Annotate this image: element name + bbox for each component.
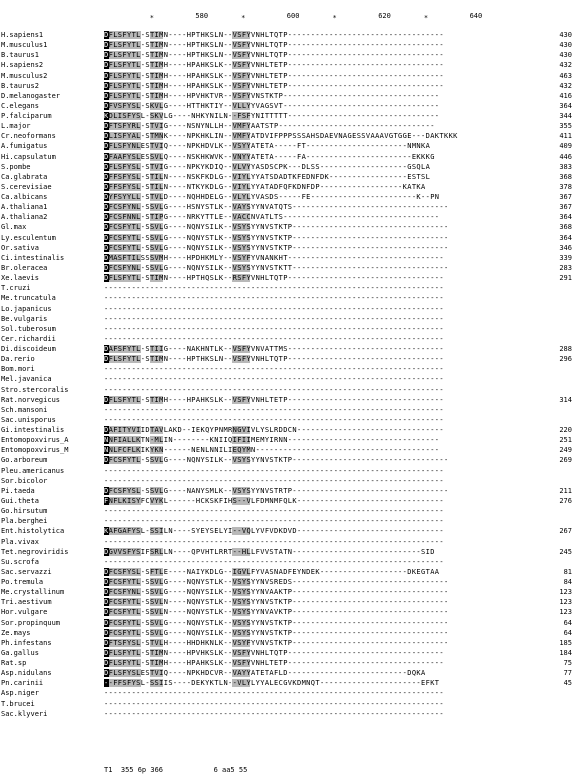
alignment-row — [0, 597, 576, 607]
species-name: Me.truncatula — [1, 294, 56, 303]
alignment-row — [0, 101, 576, 111]
species-name: Be.vulgaris — [1, 314, 48, 323]
residue-position: 291 — [559, 274, 572, 283]
alignment-row — [0, 445, 576, 455]
residue-position: 416 — [559, 91, 572, 100]
residue-sequence: DFCSFYTL-SSVLG----NQNYSILK--VSYSYYNVSTKTP---------------------------------- — [104, 243, 449, 252]
residue-position: 75 — [563, 659, 572, 668]
alignment-row — [0, 476, 576, 486]
alignment-footer: T1 355 6p 366 6 aa5 55 — [104, 766, 248, 774]
residue-sequence: DFFSFYSL-STILN----NSKFKDLG--VIYLYYATSDADTKFEDNFDK-----------------ESTSL — [104, 172, 431, 181]
residue-sequence: -------------------------------------------------------------------------- — [104, 375, 444, 384]
species-name: Ly.esculentum — [1, 233, 56, 242]
species-name: A.fumigatus — [1, 142, 48, 151]
alignment-row — [0, 699, 576, 709]
residue-sequence: -------------------------------------------------------------------------- — [104, 537, 444, 546]
species-name: Lo.japanicus — [1, 304, 52, 313]
residue-position: 314 — [559, 395, 572, 404]
alignment-row — [0, 334, 576, 344]
residue-sequence: KAFGAFYSL-SSILN----SYEYSELYI--VQLYVFVDKDVD-------------------------------- — [104, 527, 444, 536]
alignment-row — [0, 304, 576, 314]
species-name: Cr.neoformans — [1, 132, 56, 141]
alignment-row — [0, 587, 576, 597]
species-name: Ph.infestans — [1, 638, 52, 647]
residue-sequence: DFCSFYSL-SFTLE----NAIYKDLG--IGVLFYVASNADFEYNDEK-------------------DKEGTAA — [104, 567, 440, 576]
residue-position: 276 — [559, 496, 572, 505]
alignment-row — [0, 324, 576, 334]
residue-sequence: DFLSFYTL-STIMH----HPAHKSLK--VSFYVNHLTETP---------------------------------- — [104, 395, 444, 404]
species-name: Pi.taeda — [1, 486, 35, 495]
residue-sequence: DFCSFYNL-SSVLG----NQNYSILK--VSYSYYNVSTKTT---------------------------------- — [104, 263, 449, 272]
alignment-row — [0, 526, 576, 536]
alignment-row — [0, 466, 576, 476]
alignment-row — [0, 111, 576, 121]
residue-position: 77 — [563, 669, 572, 678]
residue-sequence: DFLSFYTL-STIMH----HPAHKSLK--VSFYVNHLTETP---------------------------------- — [104, 61, 444, 70]
species-name: Di.discoideum — [1, 345, 56, 354]
species-name: Tet.negroviridis — [1, 547, 69, 556]
residue-sequence: --FFSFYSL-SSIIS----DEKYKTLN--VLYLYYALECGVKDMNQT----------------------EFKT — [104, 679, 440, 688]
ruler-mark: * — [149, 14, 154, 22]
alignment-row — [0, 364, 576, 374]
alignment-row — [0, 415, 576, 425]
residue-sequence: -------------------------------------------------------------------------- — [104, 709, 444, 718]
residue-sequence: -------------------------------------------------------------------------- — [104, 405, 444, 414]
alignment-row — [0, 618, 576, 628]
species-name: Sor.propinquum — [1, 618, 61, 627]
residue-sequence: DFCSFYTL-SSVLN----NQNYSTLK--VSYSYYNVAVKTP---------------------------------- — [104, 608, 449, 617]
residue-sequence: DFLSFYTL-STIMH----HPAHKSLK--VSFYVNHLTETP---------------------------------- — [104, 71, 444, 80]
alignment-row — [0, 152, 576, 162]
residue-sequence: -------------------------------------------------------------------------- — [104, 517, 444, 526]
residue-position: 211 — [559, 486, 572, 495]
alignment-row — [0, 658, 576, 668]
alignment-row — [0, 557, 576, 567]
residue-position: 409 — [559, 142, 572, 151]
alignment-row — [0, 121, 576, 131]
alignment-row — [0, 435, 576, 445]
residue-position: 378 — [559, 182, 572, 191]
residue-sequence: DFLSFYSLESTVIQ----NPKHDCVR--VAYYATETAFLD--------------------------DQKA — [104, 669, 426, 678]
residue-sequence: DFLSFYTL-STIMN----HPTHKSLN--VSFYVNHLTQTP---------------------------------- — [104, 355, 444, 364]
residue-position: 267 — [559, 527, 572, 536]
residue-position: 296 — [559, 355, 572, 364]
ruler-mark: 640 — [469, 12, 483, 20]
alignment-row — [0, 283, 576, 293]
residue-position: 364 — [559, 101, 572, 110]
species-name: B.taurus1 — [1, 51, 39, 60]
residue-sequence: -------------------------------------------------------------------------- — [104, 699, 444, 708]
alignment-row — [0, 678, 576, 688]
species-name: M.musculus2 — [1, 71, 48, 80]
alignment-row — [0, 668, 576, 678]
alignment-row — [0, 202, 576, 212]
alignment-row — [0, 577, 576, 587]
residue-sequence: -------------------------------------------------------------------------- — [104, 324, 444, 333]
species-name: D.melanogaster — [1, 91, 61, 100]
alignment-row — [0, 253, 576, 263]
residue-sequence: DFCSFYNL-SSVLG----NQNYSILK--VSYSYYNVAAKTP---------------------------------- — [104, 588, 449, 597]
residue-position: 364 — [559, 213, 572, 222]
species-name: Bom.mori — [1, 365, 35, 374]
species-name: Da.rerio — [1, 355, 35, 364]
alignment-row — [0, 344, 576, 354]
species-name: P.falciparum — [1, 112, 52, 121]
residue-position: 432 — [559, 61, 572, 70]
alignment-row — [0, 405, 576, 415]
residue-position: 411 — [559, 132, 572, 141]
residue-sequence: DFVSFYSL-SKVLG----HTTHKTIY--VLLYYVAGSVT---------------------------------- — [104, 101, 440, 110]
ruler-mark: * — [423, 14, 429, 22]
residue-position: 245 — [559, 547, 572, 556]
species-name: Sol.tuberosum — [1, 324, 56, 333]
residue-sequence: DFLSFYNLESTVIQ----NPKHDVLK--VSYYATETA-----FT----------------------NMNKA — [104, 142, 431, 151]
residue-position: 249 — [559, 446, 572, 455]
alignment-row — [0, 233, 576, 243]
species-name: Hor.vulgare — [1, 608, 48, 617]
alignment-row — [0, 263, 576, 273]
residue-sequence: -------------------------------------------------------------------------- — [104, 466, 444, 475]
species-name: H.sapiens2 — [1, 61, 44, 70]
species-name: H.sapiens1 — [1, 31, 44, 39]
residue-sequence: DFCSFYSL-SSVLG----NANYSMLK--VSYSYYNVSTRTP---------------------------------- — [104, 486, 449, 495]
position-ruler — [0, 0, 576, 30]
residue-sequence: -------------------------------------------------------------------------- — [104, 294, 444, 303]
residue-position: 344 — [559, 112, 572, 121]
residue-sequence: DFLSFYTL-STIMH----HPAHKSLK--VSFYVNHLTETP---------------------------------- — [104, 659, 444, 668]
alignment-row — [0, 162, 576, 172]
alignment-row — [0, 182, 576, 192]
alignment-row — [0, 607, 576, 617]
alignment-row — [0, 537, 576, 547]
species-name: B.taurus2 — [1, 81, 39, 90]
residue-sequence: FNFLKISYFCVYKL------HCKSKFIHS--VLFDMNMFQLK-------------------------------- — [104, 496, 444, 505]
residue-sequence: DFLSFYTL-STIMN----HPTHKSLN--VSFYVNHLTQTP---------------------------------- — [104, 41, 444, 50]
species-name: A.thaliana1 — [1, 203, 48, 212]
residue-sequence: -------------------------------------------------------------------------- — [104, 415, 444, 424]
species-name: Sor.bicolor — [1, 476, 48, 485]
alignment-row — [0, 30, 576, 40]
species-name: C.elegans — [1, 101, 39, 110]
species-name: Ga.gallus — [1, 648, 39, 657]
alignment-row — [0, 425, 576, 435]
species-name: Stro.stercoralis — [1, 385, 69, 394]
species-name: Me.crystallinum — [1, 588, 65, 597]
residue-position: 45 — [563, 679, 572, 688]
residue-position: 368 — [559, 172, 572, 181]
species-name: Sac.servazzi — [1, 567, 52, 576]
residue-sequence: -------------------------------------------------------------------------- — [104, 304, 444, 313]
alignment-row — [0, 709, 576, 719]
alignment-row — [0, 60, 576, 70]
species-name: Pn.carinii — [1, 679, 44, 688]
residue-sequence: DFLSFYTL-STIMN----HPTHQSLK--RSFYVNHLTQTP---------------------------------- — [104, 274, 444, 283]
species-name: Gl.max — [1, 223, 27, 232]
residue-position: 367 — [559, 203, 572, 212]
ruler-mark: 580 — [195, 12, 209, 20]
residue-position: 185 — [559, 638, 572, 647]
residue-sequence: KDLISFYSL-SKVLG----NHKYNILN--FSFYNITTTTT--------------------------------- — [104, 112, 440, 121]
species-name: Sch.mansoni — [1, 405, 48, 414]
residue-position: 355 — [559, 122, 572, 131]
residue-sequence: DFCSFYTL-SSVLG----NQNYSTLK--VSYSYYNVSREDS---------------------------------- — [104, 578, 449, 587]
species-name: Pla.vivax — [1, 537, 39, 546]
residue-sequence: -------------------------------------------------------------------------- — [104, 557, 444, 566]
residue-position: 269 — [559, 456, 572, 465]
species-name: Go.hirsutum — [1, 507, 48, 516]
residue-position: 430 — [559, 41, 572, 50]
residue-sequence: DFCSFYTL-SSVLN----NQNYSTLK--VSYSYYNVSTKTP---------------------------------- — [104, 598, 449, 607]
residue-position: 283 — [559, 263, 572, 272]
residue-sequence: DFTSFYRL-STVIG----NSNYNLLH--VMFYAATSTP---------------------------------- — [104, 122, 435, 131]
residue-position: 346 — [559, 243, 572, 252]
species-name: Ca.albicans — [1, 193, 48, 202]
species-name: Ze.mays — [1, 628, 31, 637]
alignment-row — [0, 638, 576, 648]
residue-sequence: -------------------------------------------------------------------------- — [104, 365, 444, 374]
residue-sequence: DYFSYYLL-STVLD----NQHHDELG--VLYLYVASDS-----FE-----------------------K--PN — [104, 193, 440, 202]
residue-sequence: DFCSFYTL-SSVLG----NQNYSTLK--VSYSYYNVSTKTP---------------------------------- — [104, 618, 449, 627]
species-name: Pla.berghei — [1, 517, 48, 526]
species-name: Gui.theta — [1, 496, 39, 505]
species-name: Hi.capsulatum — [1, 152, 56, 161]
residue-position: 430 — [559, 31, 572, 39]
residue-sequence: DFAAFYSLESSVLQ----NSKHKWVK--VNYYATETA-----FA-----------------------EKKKG — [104, 152, 435, 161]
residue-position: 123 — [559, 588, 572, 597]
residue-sequence: DFFSFYSL-STILN----NTKYKDLG--VIYLYYATADFQFKDNFDP------------------KATKA — [104, 182, 426, 191]
residue-sequence: -------------------------------------------------------------------------- — [104, 334, 444, 343]
residue-position: 383 — [559, 162, 572, 171]
species-name: Xe.laevis — [1, 274, 39, 283]
residue-sequence: DFCSFYTL-SSVLG----NQNYSILK--VSYSYYNVSTKTP---------------------------------- — [104, 223, 449, 232]
alignment-row — [0, 395, 576, 405]
residue-sequence: DFLSFYTL-STIMH----HPAHKSLK--VSFYVNHLTETP---------------------------------- — [104, 81, 444, 90]
alignment-row — [0, 273, 576, 283]
residue-sequence: DFLSFYTL-STIMN----HPVHKSLK--VSFYVNHLTQTP---------------------------------- — [104, 648, 444, 657]
residue-sequence: -------------------------------------------------------------------------- — [104, 284, 444, 293]
residue-position: 123 — [559, 598, 572, 607]
species-name: Su.scrofa — [1, 557, 39, 566]
residue-sequence: DFCSFNNL-STIPG----NRKYTTLE--VACCNVATLTS---------------------------------- — [104, 213, 440, 222]
residue-position: 84 — [563, 578, 572, 587]
residue-position: 220 — [559, 426, 572, 435]
alignment-row — [0, 222, 576, 232]
species-name: Tri.aestivum — [1, 598, 52, 607]
residue-position: 368 — [559, 223, 572, 232]
residue-sequence: DFCSFYTL-SSVLG----NQNYSILK--VSYSYYNVSTKTP---------------------------------- — [104, 456, 449, 465]
residue-sequence: DFLSFYSL-STVIG----NPKYKDIQ--VLVYYASDSCPK---DLSS-------------------GSQLA — [104, 162, 431, 171]
residue-position: 364 — [559, 233, 572, 242]
residue-sequence: DMASFTILSSSVMH----HPDHKMLY--VSYFYVNANKHT---------------------------------- — [104, 253, 444, 262]
alignment-row — [0, 455, 576, 465]
residue-sequence: DFLSFYTL-STIMN----HPTHKSLN--VSFYVNHLTQTP---------------------------------- — [104, 51, 444, 60]
alignment-row — [0, 91, 576, 101]
residue-sequence: -------------------------------------------------------------------------- — [104, 507, 444, 516]
species-name: A.thaliana2 — [1, 213, 48, 222]
species-name: Ent.histolytica — [1, 527, 65, 536]
species-name: T.cruzi — [1, 284, 31, 293]
residue-sequence: -------------------------------------------------------------------------- — [104, 689, 444, 698]
alignment-row — [0, 486, 576, 496]
alignment-row — [0, 131, 576, 141]
residue-position: 446 — [559, 152, 572, 161]
alignment-row — [0, 71, 576, 81]
species-name: Sac.unisporus — [1, 415, 56, 424]
alignment-row — [0, 40, 576, 50]
alignment-row — [0, 81, 576, 91]
residue-sequence: DFCSFYTL-SSVLG----NQNYSTLK--VSYSYYNVSTKTP---------------------------------- — [104, 233, 449, 242]
alignment-row — [0, 506, 576, 516]
species-name: T.brucei — [1, 699, 35, 708]
species-name: Or.sativa — [1, 243, 39, 252]
species-name: Rat.norvegicus — [1, 395, 61, 404]
residue-sequence: NNFIALLKTN-MLIN--------KNIIQIFIIMEMYIRNN--------------------------------- — [104, 436, 440, 445]
species-name: Entomopoxvirus_A — [1, 436, 69, 445]
residue-sequence: -------------------------------------------------------------------------- — [104, 314, 444, 323]
alignment-row — [0, 547, 576, 557]
residue-position: 81 — [563, 567, 572, 576]
species-name: Entomopoxvirus_M — [1, 446, 69, 455]
residue-sequence: DFCSFYNL-SSVLG----HSNYSTLK--VAYSYYNVATQTS---------------------------------- — [104, 203, 449, 212]
residue-sequence: DFLSFYTL-STIMH----HPVHKTVR--VSFYVNSTKTP---------------------------------- — [104, 91, 440, 100]
species-name: Mel.javanica — [1, 375, 52, 384]
alignment-row — [0, 212, 576, 222]
species-name: L.major — [1, 122, 31, 131]
alignment-row — [0, 374, 576, 384]
species-name: Rat.sp — [1, 659, 27, 668]
residue-sequence: -------------------------------------------------------------------------- — [104, 476, 444, 485]
residue-position: 339 — [559, 253, 572, 262]
residue-position: 288 — [559, 345, 572, 354]
residue-sequence: DGVVSFYSIFSRLLN----QPVHTLRRT--HLLFVVSTATN----------------------------SID — [104, 547, 435, 556]
species-name: M.musculus1 — [1, 41, 48, 50]
ruler-mark: * — [332, 14, 337, 22]
residue-position: 251 — [559, 436, 572, 445]
species-name: Go.arboreum — [1, 456, 48, 465]
residue-position: 184 — [559, 648, 572, 657]
ruler-mark: 620 — [378, 12, 391, 20]
alignment-row — [0, 385, 576, 395]
residue-sequence: DFTSFYSL-STVLH----HHDHKNLK--VSYFYVNVSTKTP---------------------------------- — [104, 638, 449, 647]
alignment-row — [0, 141, 576, 151]
residue-position: 64 — [563, 618, 572, 627]
species-name: S.pombe — [1, 162, 31, 171]
residue-position: 64 — [563, 628, 572, 637]
alignment-row — [0, 567, 576, 577]
residue-sequence: DLISFYAL-STMNK----NPKHKLIN--VMFYATDVIFPPPSSSAHSDAEVNAGESSVAAAVGTGGE---DAKTKKK — [104, 132, 458, 141]
residue-position: 463 — [559, 71, 572, 80]
alignment-row — [0, 354, 576, 364]
species-name: Asp.niger — [1, 689, 39, 698]
residue-position: 432 — [559, 81, 572, 90]
alignment-row — [0, 648, 576, 658]
residue-position: 430 — [559, 51, 572, 60]
species-name: Sac.klyveri — [1, 709, 48, 718]
residue-sequence: NNLFCFLKIKYKN------NENLNNILIEQYMN---------------------------------------- — [104, 446, 440, 455]
alignment-row — [0, 496, 576, 506]
ruler-mark: * — [241, 14, 246, 22]
alignment-row — [0, 314, 576, 324]
alignment-row — [0, 172, 576, 182]
residue-sequence: DAFITYVIIDTAVLAKD--IEKQYPNMRNGVIVLYSLRDDCN-------------------------------- — [104, 426, 444, 435]
species-name: Po.tremula — [1, 578, 44, 587]
alignment-row — [0, 243, 576, 253]
residue-position: 367 — [559, 193, 572, 202]
species-name: Ca.glabrata — [1, 172, 48, 181]
species-name: Cer.richardii — [1, 334, 56, 343]
alignment-row — [0, 516, 576, 526]
residue-sequence: DFLSFYTL-STIMN----HPTHKSLN--VSFYVNHLTQTP---------------------------------- — [104, 31, 444, 39]
alignment-row — [0, 628, 576, 638]
species-name: S.cerevisiae — [1, 182, 52, 191]
alignment-row — [0, 50, 576, 60]
residue-sequence: DAFSFYTL-STIIG----NAKHNTLK--VSFYVNVATTMS---------------------------------- — [104, 345, 444, 354]
alignment-row — [0, 293, 576, 303]
residue-sequence: -------------------------------------------------------------------------- — [104, 385, 444, 394]
ruler-mark: 600 — [286, 12, 300, 20]
species-name: Pleu.americanus — [1, 466, 65, 475]
species-name: Gi.intestinalis — [1, 426, 65, 435]
species-name: Asp.nidulans — [1, 669, 52, 678]
residue-sequence: DFCSFYTL-SSVLG----NQNYSILK--VSYSYYNVSTKTP---------------------------------- — [104, 628, 449, 637]
alignment-row — [0, 688, 576, 698]
alignment-row — [0, 192, 576, 202]
species-name: Br.oleracea — [1, 263, 48, 272]
species-name: Ci.intestinalis — [1, 253, 65, 262]
residue-position: 123 — [559, 608, 572, 617]
